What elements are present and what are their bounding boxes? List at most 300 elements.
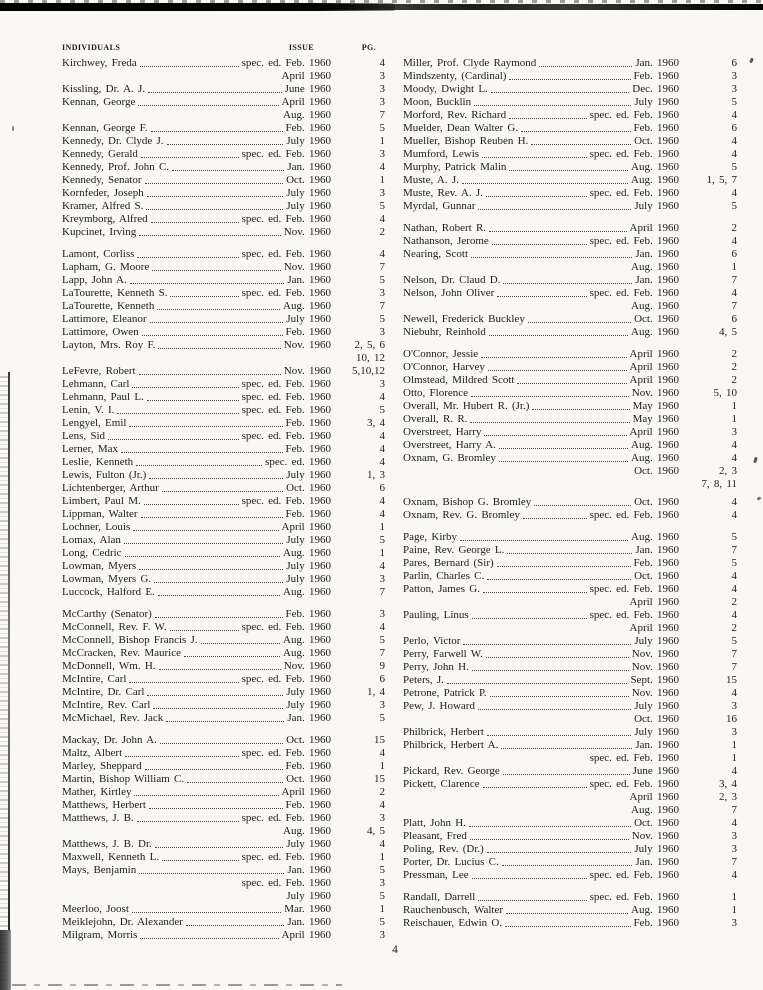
- entry-name: Rauchenbusch, Walter: [403, 904, 503, 916]
- index-entry: [403, 661, 737, 674]
- entry-name: McConnell, Rev. F. W.: [62, 621, 167, 633]
- entry-page: 4, 5: [719, 326, 737, 338]
- index-entry: [403, 400, 737, 413]
- entry-issue: spec. ed. Feb. 1960: [241, 404, 331, 416]
- dot-leader: [489, 231, 626, 232]
- entry-page: 4: [379, 560, 385, 572]
- index-entry: [62, 773, 385, 786]
- entry-issue: April 1960: [281, 70, 331, 82]
- entry-page: 5: [731, 531, 737, 543]
- entry-issue: Nov. 1960: [283, 660, 331, 672]
- dot-leader: [155, 617, 283, 618]
- scan-artifact-speck: [12, 126, 14, 131]
- entry-page: 16: [726, 713, 737, 725]
- index-entry: [62, 560, 385, 573]
- index-entry: [403, 830, 737, 843]
- entry-page: 10, 12: [356, 352, 385, 364]
- entry-issue: Aug. 1960: [283, 547, 331, 559]
- entry-page: 5: [379, 864, 385, 876]
- entry-issue: Oct. 1960: [286, 773, 331, 785]
- entry-issue: July 1960: [286, 187, 331, 199]
- index-entry: [62, 161, 385, 174]
- index-entry: [62, 647, 385, 660]
- entry-name: Lapham, G. Moore: [62, 261, 150, 273]
- entry-page: 5: [379, 534, 385, 546]
- entry-name: Mackay, Dr. John A.: [62, 734, 157, 746]
- entry-page: 4: [731, 765, 737, 777]
- entry-name: Kramer, Alfred S.: [62, 200, 144, 212]
- entry-page: 2: [731, 348, 737, 360]
- dot-leader: [155, 847, 284, 848]
- index-entry: [62, 109, 385, 122]
- entry-page: 5: [379, 404, 385, 416]
- header-individuals: INDIVIDUALS: [62, 43, 121, 52]
- dot-leader: [186, 925, 284, 926]
- entry-page: 4: [731, 570, 737, 582]
- index-entry: [62, 621, 385, 634]
- entry-page: 5,10,12: [352, 365, 385, 377]
- entry-issue: Jan. 1960: [287, 916, 331, 928]
- entry-issue: Aug. 1960: [631, 804, 679, 816]
- entry-name: Lowman, Myers G.: [62, 573, 152, 585]
- dot-leader: [149, 478, 283, 479]
- entry-issue: Aug. 1960: [631, 904, 679, 916]
- entry-issue: July 1960: [286, 890, 331, 902]
- entry-page: 7: [379, 261, 385, 273]
- index-entry: [62, 404, 385, 417]
- entry-issue: spec. ed. Feb. 1960: [241, 495, 331, 507]
- entry-page: 1: [379, 174, 385, 186]
- index-entry: [403, 557, 737, 570]
- entry-issue: spec. ed. Feb. 1960: [589, 109, 679, 121]
- index-entry: [403, 313, 737, 326]
- entry-issue: spec. ed. Feb. 1960: [241, 287, 331, 299]
- entry-name: Perry, John H.: [403, 661, 469, 673]
- entry-issue: July 1960: [286, 469, 331, 481]
- entry-page: 3: [379, 187, 385, 199]
- entry-name: Kennedy, Prof. John C.: [62, 161, 170, 173]
- entry-name: McIntire, Dr. Carl: [62, 686, 145, 698]
- entry-name: Leslie, Kenneth: [62, 456, 134, 468]
- entry-name: Lens, Sid: [62, 430, 106, 442]
- dot-leader: [142, 335, 283, 336]
- entry-issue: April 1960: [629, 222, 679, 234]
- dot-leader: [145, 183, 284, 184]
- entry-issue: April 1960: [629, 348, 679, 360]
- index-entry: [62, 521, 385, 534]
- index-group: [403, 222, 737, 339]
- index-entry: [62, 712, 385, 725]
- entry-page: 4: [379, 391, 385, 403]
- dot-leader: [462, 183, 628, 184]
- dot-leader: [474, 105, 631, 106]
- entry-page: 5: [731, 557, 737, 569]
- dot-leader: [117, 413, 238, 414]
- entry-issue: Aug. 1960: [631, 452, 679, 464]
- index-entry: [403, 843, 737, 856]
- index-entry: [403, 300, 737, 313]
- entry-page: 4: [379, 508, 385, 520]
- entry-page: 4: [379, 248, 385, 260]
- entry-page: 5: [379, 712, 385, 724]
- entry-issue: July 1960: [634, 700, 679, 712]
- entry-page: 3: [379, 96, 385, 108]
- entry-page: 4: [379, 57, 385, 69]
- entry-page: 5: [379, 890, 385, 902]
- entry-issue: April 1960: [629, 374, 679, 386]
- dot-leader: [125, 756, 238, 757]
- entry-name: Matthews, Herbert: [62, 799, 146, 811]
- entry-page: 2, 3: [719, 465, 737, 477]
- dot-leader: [139, 873, 284, 874]
- entry-issue: spec. ed. Feb. 1960: [589, 891, 679, 903]
- entry-page: 3: [731, 917, 737, 929]
- entry-issue: April 1960: [281, 96, 331, 108]
- entry-page: 7: [379, 647, 385, 659]
- index-entry: [403, 248, 737, 261]
- entry-issue: Feb. 1960: [633, 122, 679, 134]
- entry-issue: Jan. 1960: [287, 712, 331, 724]
- scan-artifact-left-speckle: [0, 376, 8, 988]
- entry-page: 7: [731, 648, 737, 660]
- dot-leader: [509, 79, 630, 80]
- index-entry: [403, 452, 737, 465]
- entry-name: Pares, Bernard (Sir): [403, 557, 494, 569]
- entry-page: 7: [731, 661, 737, 673]
- entry-issue: July 1960: [286, 686, 331, 698]
- dot-leader: [184, 656, 280, 657]
- entry-page: 5: [731, 200, 737, 212]
- entry-page: 4: [731, 148, 737, 160]
- index-entry: [62, 365, 385, 378]
- entry-name: Kennan, George F.: [62, 122, 148, 134]
- entry-name: Nearing, Scott: [403, 248, 469, 260]
- entry-name: Niebuhr, Reinhold: [403, 326, 486, 338]
- entry-page: 1: [379, 851, 385, 863]
- entry-page: 3: [379, 326, 385, 338]
- entry-page: 5: [731, 96, 737, 108]
- dot-leader: [132, 387, 238, 388]
- entry-page: 2: [731, 374, 737, 386]
- dot-leader: [482, 157, 587, 158]
- entry-issue: Feb. 1960: [285, 608, 331, 620]
- index-entry: [62, 261, 385, 274]
- entry-name: O'Connor, Harvey: [403, 361, 485, 373]
- entry-issue: Aug. 1960: [631, 261, 679, 273]
- dot-leader: [489, 335, 628, 336]
- entry-name: Morford, Rev. Richard: [403, 109, 507, 121]
- entry-page: 2: [731, 596, 737, 608]
- entry-page: 1, 4: [367, 686, 385, 698]
- entry-issue: Nov. 1960: [283, 261, 331, 273]
- entry-issue: Jan. 1960: [635, 274, 679, 286]
- entry-page: 2, 3: [719, 791, 737, 803]
- index-entry: [403, 413, 737, 426]
- index-entry: [403, 817, 737, 830]
- entry-name: McCarthy (Senator): [62, 608, 152, 620]
- index-group: [62, 248, 385, 599]
- entry-page: 1, 5, 7: [706, 174, 737, 186]
- entry-page: 1: [731, 261, 737, 273]
- dot-leader: [139, 235, 281, 236]
- entry-page: 3: [731, 70, 737, 82]
- entry-issue: Aug. 1960: [631, 326, 679, 338]
- entry-page: 15: [374, 734, 385, 746]
- index-entry: [62, 430, 385, 443]
- entry-issue: Feb. 1960: [633, 70, 679, 82]
- entry-issue: July 1960: [634, 96, 679, 108]
- entry-issue: Feb. 1960: [285, 760, 331, 772]
- entry-name: Lomax, Alan: [62, 534, 121, 546]
- entry-page: 3: [379, 608, 385, 620]
- entry-name: Maxwell, Kenneth L.: [62, 851, 160, 863]
- entry-issue: spec. ed. Feb. 1960: [589, 609, 679, 621]
- entry-page: 3: [731, 726, 737, 738]
- index-entry: [403, 426, 737, 439]
- entry-name: Lewis, Fulton (Jr.): [62, 469, 147, 481]
- index-entry: [403, 374, 737, 387]
- index-entry: [62, 508, 385, 521]
- entry-name: Lattimore, Owen: [62, 326, 139, 338]
- index-entry: [62, 339, 385, 352]
- dot-leader: [134, 795, 278, 796]
- dot-leader: [499, 448, 628, 449]
- index-entry: [403, 70, 737, 83]
- entry-page: 4: [731, 439, 737, 451]
- entry-name: Muste, Rev. A. J.: [403, 187, 483, 199]
- entry-page: 3: [379, 378, 385, 390]
- entry-page: 3: [379, 929, 385, 941]
- entry-name: Martin, Bishop William C.: [62, 773, 185, 785]
- index-entry: [403, 200, 737, 213]
- index-entry: [403, 674, 737, 687]
- entry-name: Nathanson, Jerome: [403, 235, 489, 247]
- dot-leader: [140, 66, 239, 67]
- index-entry: [62, 747, 385, 760]
- entry-name: Petrone, Patrick P.: [403, 687, 487, 699]
- index-entry: [403, 109, 737, 122]
- entry-name: Luccock, Halford E.: [62, 586, 155, 598]
- entry-issue: Aug. 1960: [283, 109, 331, 121]
- index-group: [62, 608, 385, 725]
- entry-page: 4: [731, 583, 737, 595]
- entry-page: 3, 4: [367, 417, 385, 429]
- entry-name: Muelder, Dean Walter G.: [403, 122, 519, 134]
- entry-page: 1: [731, 413, 737, 425]
- entry-page: 1, 3: [367, 469, 385, 481]
- entry-page: 3: [379, 148, 385, 160]
- entry-issue: July 1960: [286, 838, 331, 850]
- entry-issue: spec. ed. Feb. 1960: [241, 430, 331, 442]
- dot-leader: [149, 808, 283, 809]
- entry-issue: Feb. 1960: [633, 557, 679, 569]
- dot-leader: [141, 517, 283, 518]
- dot-leader: [147, 196, 284, 197]
- entry-issue: Feb. 1960: [285, 508, 331, 520]
- dot-leader: [162, 860, 238, 861]
- entry-name: Moon, Bucklin: [403, 96, 472, 108]
- entry-issue: Aug. 1960: [631, 174, 679, 186]
- entry-page: 5: [379, 200, 385, 212]
- index-entry: [403, 387, 737, 400]
- entry-name: Kirchwey, Freda: [62, 57, 137, 69]
- entry-issue: July 1960: [286, 699, 331, 711]
- index-entry: [403, 465, 737, 478]
- entry-issue: Oct. 1960: [286, 482, 331, 494]
- entry-issue: Aug. 1960: [631, 439, 679, 451]
- entry-issue: spec. ed. Feb. 1960: [241, 673, 331, 685]
- entry-name: McDonnell, Wm. H.: [62, 660, 156, 672]
- entry-page: 4: [379, 213, 385, 225]
- entry-issue: Jan. 1960: [635, 57, 679, 69]
- dot-leader: [158, 348, 280, 349]
- entry-page: 4: [379, 456, 385, 468]
- index-entry: [62, 213, 385, 226]
- entry-name: Lippman, Walter: [62, 508, 138, 520]
- index-group: [62, 57, 385, 239]
- entry-issue: spec. ed. Feb. 1960: [241, 621, 331, 633]
- entry-issue: Aug. 1960: [631, 531, 679, 543]
- entry-page: 4: [731, 135, 737, 147]
- entry-name: Layton, Mrs. Roy F.: [62, 339, 156, 351]
- entry-name: Patton, James G.: [403, 583, 480, 595]
- entry-issue: June 1960: [632, 765, 679, 777]
- entry-issue: Sept. 1960: [630, 674, 679, 686]
- dot-leader: [509, 170, 628, 171]
- entry-issue: Oct. 1960: [286, 734, 331, 746]
- dot-leader: [503, 283, 632, 284]
- entry-page: 7: [731, 274, 737, 286]
- entry-page: 5: [379, 122, 385, 134]
- entry-issue: spec. ed. Feb. 1960: [589, 509, 679, 521]
- dot-leader: [486, 196, 587, 197]
- dot-leader: [502, 865, 633, 866]
- index-entry: [403, 648, 737, 661]
- index-entry: [403, 439, 737, 452]
- entry-page: 4: [379, 747, 385, 759]
- entry-name: Maltz, Albert: [62, 747, 123, 759]
- entry-page: 1: [731, 400, 737, 412]
- dot-leader: [130, 283, 285, 284]
- entry-page: 15: [374, 773, 385, 785]
- dot-leader: [137, 257, 238, 258]
- index-entry: [403, 57, 737, 70]
- index-entry: [62, 226, 385, 239]
- dot-leader: [147, 400, 239, 401]
- entry-name: Page, Kirby: [403, 531, 458, 543]
- entry-name: Kupcinet, Irving: [62, 226, 137, 238]
- dot-leader: [139, 569, 283, 570]
- index-entry: [62, 812, 385, 825]
- entry-issue: spec. ed. Feb. 1960: [589, 869, 679, 881]
- dot-leader: [152, 270, 280, 271]
- index-entry: [62, 877, 385, 890]
- entry-page: 6: [731, 122, 737, 134]
- dot-leader: [172, 170, 284, 171]
- entry-issue: Aug. 1960: [283, 586, 331, 598]
- entry-name: Platt, John H.: [403, 817, 466, 829]
- entry-issue: April 1960: [281, 521, 331, 533]
- index-entry: [62, 200, 385, 213]
- dot-leader: [148, 92, 282, 93]
- entry-issue: spec. ed. Feb. 1960: [589, 752, 679, 764]
- index-entry: [403, 496, 737, 509]
- dot-leader: [484, 435, 626, 436]
- index-entry: [62, 148, 385, 161]
- index-entry: [62, 903, 385, 916]
- entry-name: Kreymborg, Alfred: [62, 213, 148, 225]
- entry-issue: spec. ed. Feb. 1960: [589, 148, 679, 160]
- entry-name: Mueller, Bishop Reuben H.: [403, 135, 529, 147]
- entry-page: 2: [379, 786, 385, 798]
- entry-issue: Aug. 1960: [283, 647, 331, 659]
- entry-name: Murphy, Patrick Malin: [403, 161, 507, 173]
- entry-page: 1: [731, 904, 737, 916]
- dot-leader: [472, 878, 587, 879]
- entry-issue: spec. ed. Feb. 1960: [241, 148, 331, 160]
- entry-name: Oxnam, Rev. G. Bromley: [403, 509, 520, 521]
- entry-page: 2: [731, 622, 737, 634]
- entry-name: Overall, Mr. Hubert R. (Jr.): [403, 400, 530, 412]
- entry-issue: July 1960: [634, 200, 679, 212]
- index-entry: [403, 274, 737, 287]
- entry-page: 4: [379, 430, 385, 442]
- entry-issue: Nov. 1960: [283, 226, 331, 238]
- index-entry: [62, 274, 385, 287]
- entry-page: 4: [379, 443, 385, 455]
- dot-leader: [129, 682, 238, 683]
- entry-page: 4: [379, 161, 385, 173]
- entry-page: 7: [731, 804, 737, 816]
- dot-leader: [486, 657, 629, 658]
- entry-name: Nelson, John Oliver: [403, 287, 495, 299]
- entry-name: Olmstead, Mildred Scott: [403, 374, 515, 386]
- entry-name: Long, Cedric: [62, 547, 122, 559]
- entry-name: Lattimore, Eleanor: [62, 313, 147, 325]
- index-entry: [62, 57, 385, 70]
- dot-leader: [138, 105, 278, 106]
- dot-leader: [150, 322, 284, 323]
- index-entry: [403, 687, 737, 700]
- entry-name: Lamont, Corliss: [62, 248, 135, 260]
- entry-issue: July 1960: [286, 200, 331, 212]
- entry-page: 4: [379, 495, 385, 507]
- index-entry: [62, 135, 385, 148]
- entry-issue: Feb. 1960: [285, 122, 331, 134]
- dot-leader: [506, 913, 628, 914]
- entry-page: 2: [731, 222, 737, 234]
- index-entry: [62, 83, 385, 96]
- entry-page: 1: [731, 739, 737, 751]
- entry-name: McConnell, Bishop Francis J.: [62, 634, 198, 646]
- entry-issue: Oct. 1960: [634, 496, 679, 508]
- entry-name: LaTourette, Kenneth S.: [62, 287, 168, 299]
- index-entry: [403, 96, 737, 109]
- index-entry: [403, 544, 737, 557]
- entry-page: 4: [731, 452, 737, 464]
- scan-artifact-top-bar-thick: [0, 3, 395, 11]
- index-entry: [403, 917, 737, 930]
- entry-name: Kennedy, Dr. Clyde J.: [62, 135, 164, 147]
- dot-leader: [140, 938, 278, 939]
- dot-leader: [503, 774, 630, 775]
- index-entry: [403, 235, 737, 248]
- dot-leader: [499, 461, 628, 462]
- dot-leader: [162, 491, 283, 492]
- dot-leader: [487, 579, 631, 580]
- entry-issue: July 1960: [286, 534, 331, 546]
- dot-leader: [125, 556, 281, 557]
